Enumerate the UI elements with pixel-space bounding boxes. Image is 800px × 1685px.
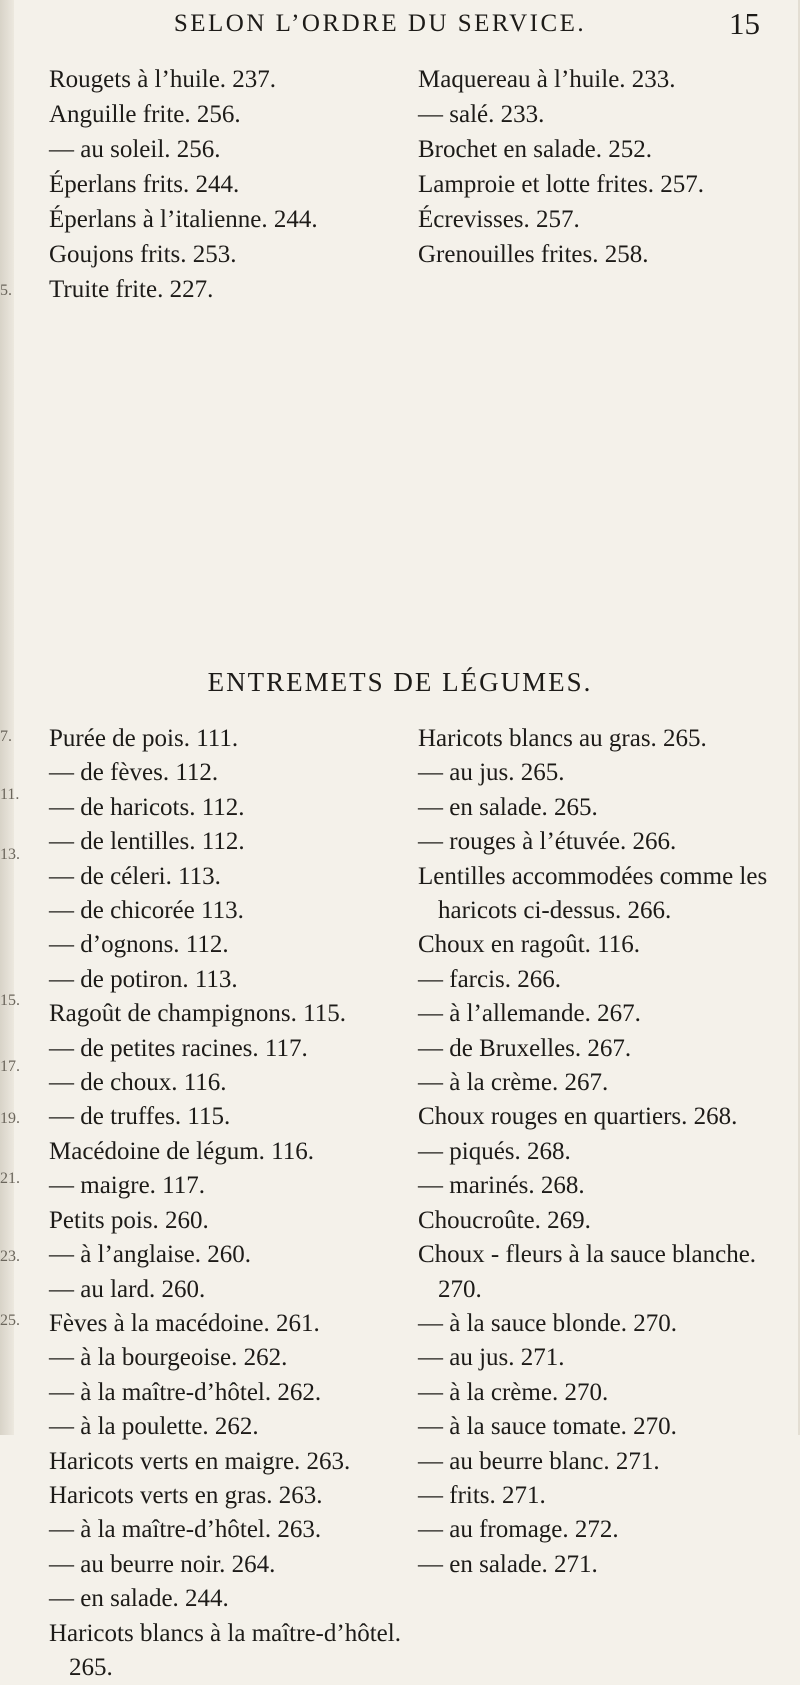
menu-entry: Purée de pois. 111. — [49, 725, 239, 752]
menu-entry: — à la bourgeoise. 262. — [49, 1344, 288, 1372]
menu-entry: Choux - fleurs à la sauce blanche. 270. — [418, 1241, 757, 1303]
menu-entry: — rouges à l’étuvée. 266. — [418, 828, 677, 856]
vegetables-column-left — [49, 722, 411, 1685]
menu-entry: — au beurre blanc. 271. — [418, 1447, 660, 1475]
menu-entry: — au soleil. 256. — [49, 136, 221, 163]
menu-entry: Haricots blancs au gras. 265. — [418, 725, 707, 752]
menu-entry: — de fèves. 112. — [49, 759, 219, 787]
menu-entry: — à la maître-d’hôtel. 262. — [49, 1378, 322, 1406]
menu-entry: Brochet en salade. 252. — [418, 136, 652, 163]
running-header — [60, 6, 760, 50]
menu-entry: — de céleri. 113. — [49, 862, 221, 890]
menu-entry: — de potiron. 113. — [49, 965, 238, 993]
menu-entry: Goujons frits. 253. — [49, 241, 237, 268]
menu-entry: Haricots verts en maigre. 263. — [49, 1447, 351, 1475]
menu-entry: Truite frite. 227. — [49, 276, 214, 303]
margin-mark: 19. — [0, 1110, 20, 1127]
menu-entry: — marinés. 268. — [418, 1172, 585, 1200]
vegetables-column-right — [418, 722, 780, 1582]
menu-entry: — à la sauce tomate. 270. — [418, 1413, 677, 1441]
menu-entry: Haricots verts en gras. 263. — [49, 1481, 323, 1509]
menu-entry: Fèves à la macédoine. 261. — [49, 1309, 320, 1337]
menu-entry: Grenouilles frites. 258. — [418, 241, 649, 268]
menu-entry: Ragoût de champignons. 115. — [49, 1000, 346, 1028]
menu-entry: — farcis. 266. — [418, 965, 562, 993]
menu-entry: — de lentilles. 112. — [49, 828, 245, 856]
binding-edge — [0, 0, 14, 1435]
menu-entry: — frits. 271. — [418, 1481, 546, 1509]
margin-mark: 11. — [0, 786, 20, 803]
menu-entry: — en salade. 271. — [418, 1550, 598, 1578]
margin-mark: 23. — [0, 1248, 20, 1265]
menu-entry: Rougets à l’huile. 237. — [49, 66, 277, 93]
menu-entry: Choux en ragoût. 116. — [418, 931, 640, 959]
menu-entry: — à l’anglaise. 260. — [49, 1241, 252, 1269]
menu-entry: — à la crème. 270. — [418, 1378, 609, 1406]
menu-entry: — au lard. 260. — [49, 1275, 206, 1303]
menu-entry: Choucroûte. 269. — [418, 1206, 591, 1234]
menu-entry: — de chicorée 113. — [49, 897, 244, 925]
menu-entry: Éperlans à l’italienne. 244. — [49, 206, 318, 233]
menu-entry: — de Bruxelles. 267. — [418, 1034, 632, 1062]
menu-entry: — d’ognons. 112. — [49, 931, 229, 959]
menu-entry: — maigre. 117. — [49, 1172, 205, 1200]
menu-entry: — salé. 233. — [418, 101, 545, 128]
margin-mark: 5. — [0, 282, 12, 299]
section-heading: ENTREMETS DE LÉGUMES. — [207, 667, 593, 697]
margin-mark: 25. — [0, 1312, 20, 1329]
margin-mark: 17. — [0, 1058, 20, 1075]
menu-entry: — de petites racines. 117. — [49, 1034, 308, 1062]
menu-entry: — à la maître-d’hôtel. 263. — [49, 1516, 322, 1544]
menu-entry: — en salade. 244. — [49, 1585, 229, 1613]
margin-mark: 7. — [0, 728, 12, 745]
menu-entry: — au jus. 265. — [418, 759, 565, 787]
menu-entry: — de haricots. 112. — [49, 793, 245, 821]
menu-entry: Anguille frite. 256. — [49, 101, 241, 128]
menu-entry: Macédoine de légum. 116. — [49, 1137, 314, 1165]
menu-entry: Éperlans frits. 244. — [49, 171, 240, 198]
margin-mark: 21. — [0, 1170, 20, 1187]
menu-entry: Choux rouges en quartiers. 268. — [418, 1103, 738, 1131]
fish-column-left — [49, 62, 411, 307]
menu-entry: — piqués. 268. — [418, 1137, 571, 1165]
menu-entry: — à la crème. 267. — [418, 1069, 609, 1097]
menu-entry: Lamproie et lotte frites. 257. — [418, 171, 705, 198]
menu-entry: — à la poulette. 262. — [49, 1413, 259, 1441]
running-title: SELON L’ORDRE DU SERVICE. — [173, 10, 587, 37]
menu-entry: Petits pois. 260. — [49, 1206, 209, 1234]
menu-entry: — au beurre noir. 264. — [49, 1550, 276, 1578]
menu-entry: Maquereau à l’huile. 233. — [418, 66, 676, 93]
fish-column-right — [418, 62, 780, 272]
page-number: 15 — [729, 6, 760, 41]
margin-mark: 15. — [0, 992, 20, 1009]
margin-mark: 13. — [0, 846, 20, 863]
menu-entry: Lentilles accommodées comme les haricots ci-dessus. 266. — [418, 862, 768, 925]
menu-entry: — en salade. 265. — [418, 793, 598, 821]
menu-entry: — au fromage. 272. — [418, 1516, 619, 1544]
menu-entry: — à la sauce blonde. 270. — [418, 1309, 677, 1337]
menu-entry: — au jus. 271. — [418, 1344, 565, 1372]
menu-entry: Écrevisses. 257. — [418, 206, 580, 233]
menu-entry: — à l’allemande. 267. — [418, 1000, 641, 1028]
menu-entry: — de truffes. 115. — [49, 1103, 231, 1131]
menu-entry: — de choux. 116. — [49, 1069, 227, 1097]
menu-entry: Haricots blancs à la maître-d’hôtel. 265. — [49, 1619, 401, 1681]
